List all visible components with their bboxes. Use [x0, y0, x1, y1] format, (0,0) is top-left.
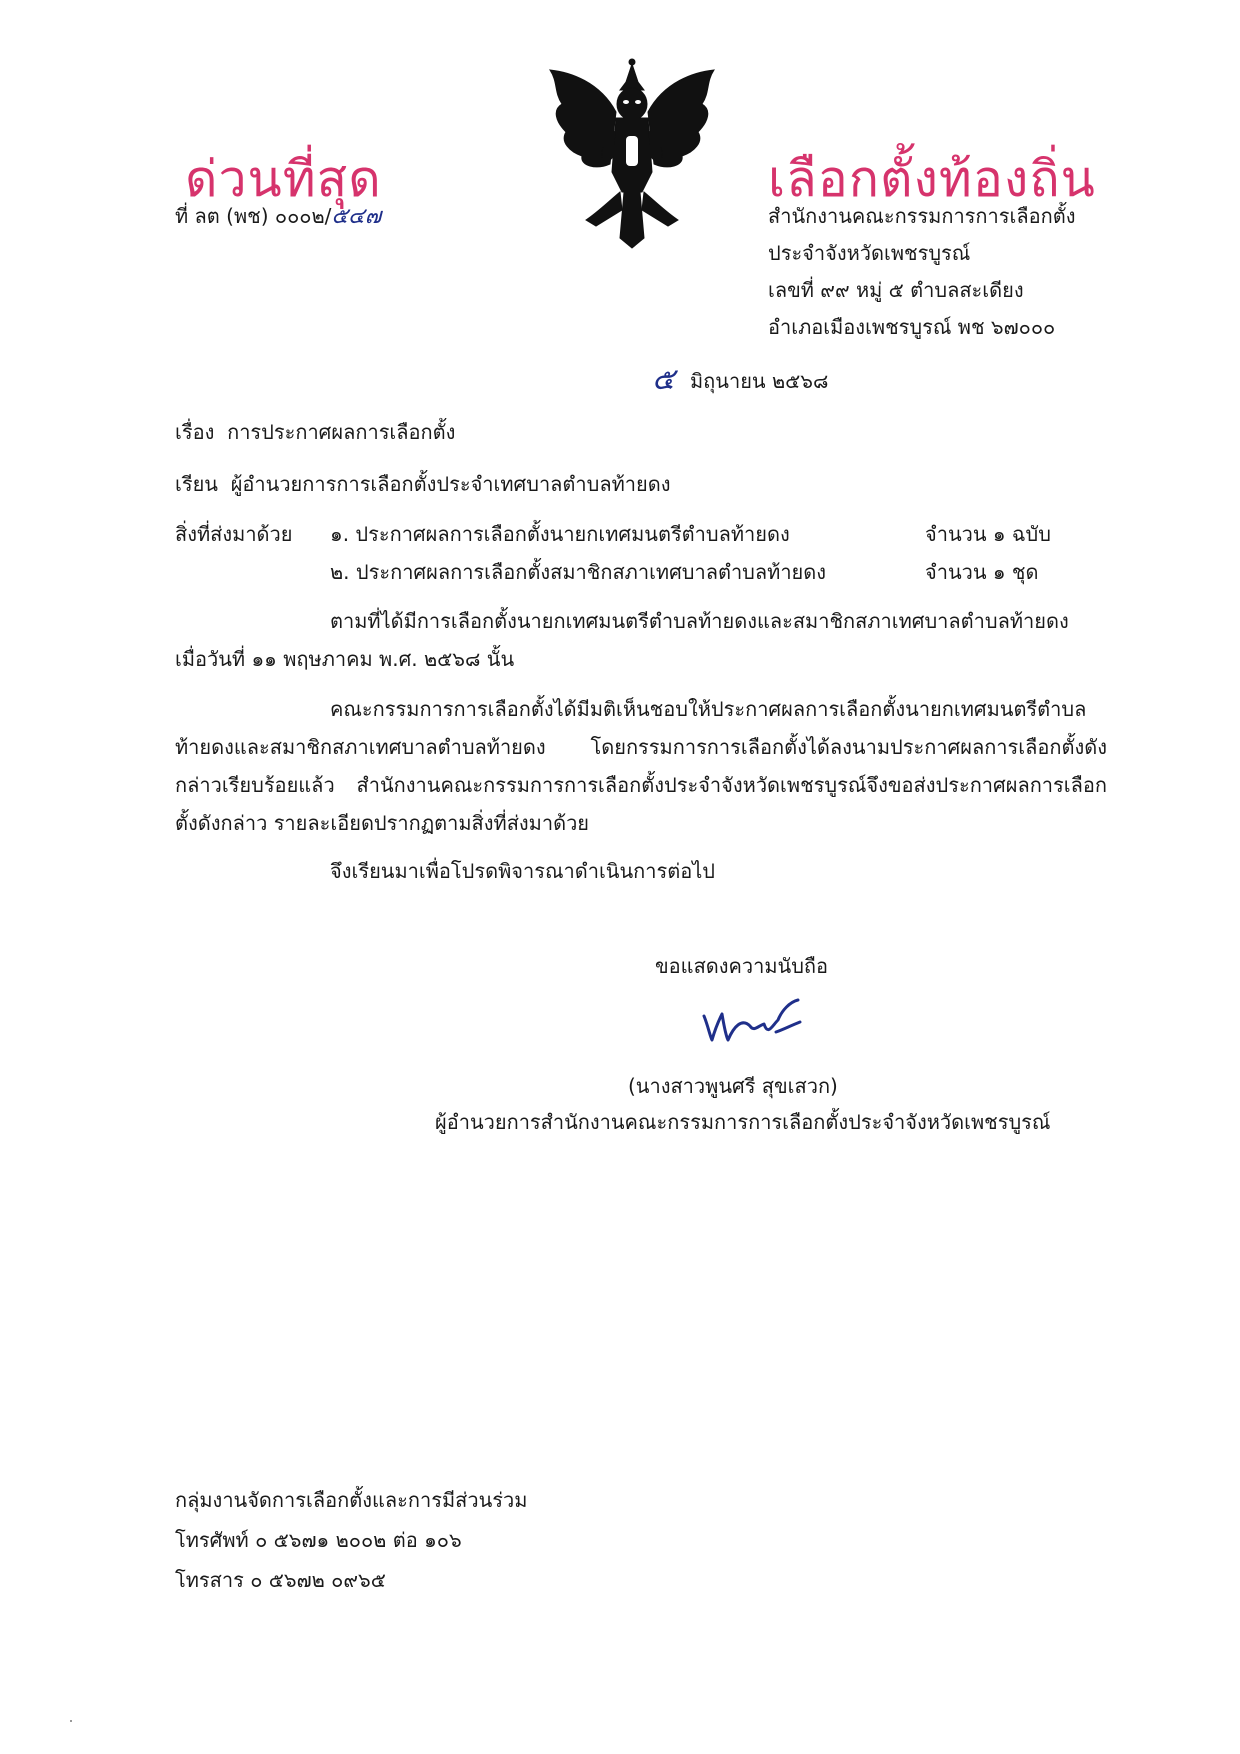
office-address [768, 198, 1075, 346]
enclosure-qty-1: จำนวน ๑ ฉบับ [925, 522, 1051, 546]
body-paragraph-1-text: ตามที่ได้มีการเลือกตั้งนายกเทศมนตรีตำบลท้ายดงและสมาชิกสภาเทศบาลตำบลท้ายดง เมื่อวันที่ ๑๑ พฤษภาคม พ.ศ. ๒๕๖๘ นั้น [175, 609, 1069, 671]
office-line: เลขที่ ๙๙ หมู่ ๕ ตำบลสะเดียง [768, 278, 1024, 302]
urgent-stamp: ด่วนที่สุด [185, 150, 382, 208]
enclosures-label: สิ่งที่ส่งมาด้วย [175, 522, 293, 546]
signer-name: (นางสาวพูนศรี สุขเสวก) [628, 1074, 838, 1098]
office-line: ประจำจังหวัดเพชรบูรณ์ [768, 241, 971, 265]
recipient-text: ผู้อำนวยการการเลือกตั้งประจำเทศบาลตำบลท้ายดง [230, 472, 671, 496]
footer-contact [175, 1480, 527, 1600]
salutation: ขอแสดงความนับถือ [655, 954, 829, 978]
document-reference-prefix: ที่ ลต (พช) ๐๐๐๒/ [175, 204, 332, 228]
recipient-label: เรียน [175, 472, 218, 496]
scan-speck [70, 1720, 72, 1722]
garuda-emblem-icon [540, 52, 724, 252]
subject-line [175, 416, 455, 448]
body-paragraph-2-text: คณะกรรมการการเลือกตั้งได้มีมติเห็นชอบให้ประกาศผลการเลือกตั้งนายกเทศมนตรีตำบลท้ายดงและสมาชิกสภาเทศบาลตำบลท้ายดง โดยกรรมการการเลือกตั้งได้ลงนามประกาศผลการเลือกตั้งดังกล่าวเรียบร้อยแล้ว สำนักงานคณะกรรมการการเลือกตั้งประจำจังหวัดเพชรบูรณ์จึงขอส่งประกาศผลการเลือกตั้งดังกล่าว รายละเอียดปรากฏตามสิ่งที่ส่งมาด้วย [175, 697, 1107, 835]
footer-fax: โทรสาร ๐ ๕๖๗๒ ๐๙๖๕ [175, 1568, 386, 1592]
footer-department: กลุ่มงานจัดการเลือกตั้งและการมีส่วนร่วม [175, 1488, 528, 1512]
date-day: ๕ [652, 362, 675, 397]
body-paragraph-3 [175, 852, 1107, 890]
signer-title: ผู้อำนวยการสำนักงานคณะกรรมการการเลือกตั้งประจำจังหวัดเพชรบูรณ์ [435, 1110, 1051, 1134]
body-paragraph-2 [175, 690, 1107, 842]
office-line: สำนักงานคณะกรรมการการเลือกตั้ง [768, 204, 1076, 228]
document-reference [175, 198, 381, 233]
subject-label: เรื่อง [175, 420, 215, 444]
enclosure-qty-2: จำนวน ๑ ชุด [925, 560, 1039, 584]
enclosure-item-2: ๒. ประกาศผลการเลือกตั้งสมาชิกสภาเทศบาลตำบลท้ายดง [330, 560, 827, 584]
enclosure-item-1: ๑. ประกาศผลการเลือกตั้งนายกเทศมนตรีตำบลท้ายดง [330, 522, 790, 546]
date-text: มิถุนายน ๒๕๖๘ [690, 369, 829, 393]
election-stamp: เลือกตั้งท้องถิ่น [768, 150, 1096, 208]
office-line: อำเภอเมืองเพชรบูรณ์ พช ๖๗๐๐๐ [768, 315, 1056, 339]
recipient-line [175, 468, 670, 500]
body-paragraph-3-text: จึงเรียนมาเพื่อโปรดพิจารณาดำเนินการต่อไป [330, 859, 715, 883]
body-paragraph-1 [175, 602, 1107, 678]
subject-text: การประกาศผลการเลือกตั้ง [227, 420, 456, 444]
signature-icon [698, 996, 806, 1048]
document-reference-number: ๕๔๗ [331, 204, 382, 229]
footer-phone: โทรศัพท์ ๐ ๕๖๗๑ ๒๐๐๒ ต่อ ๑๐๖ [175, 1528, 462, 1552]
